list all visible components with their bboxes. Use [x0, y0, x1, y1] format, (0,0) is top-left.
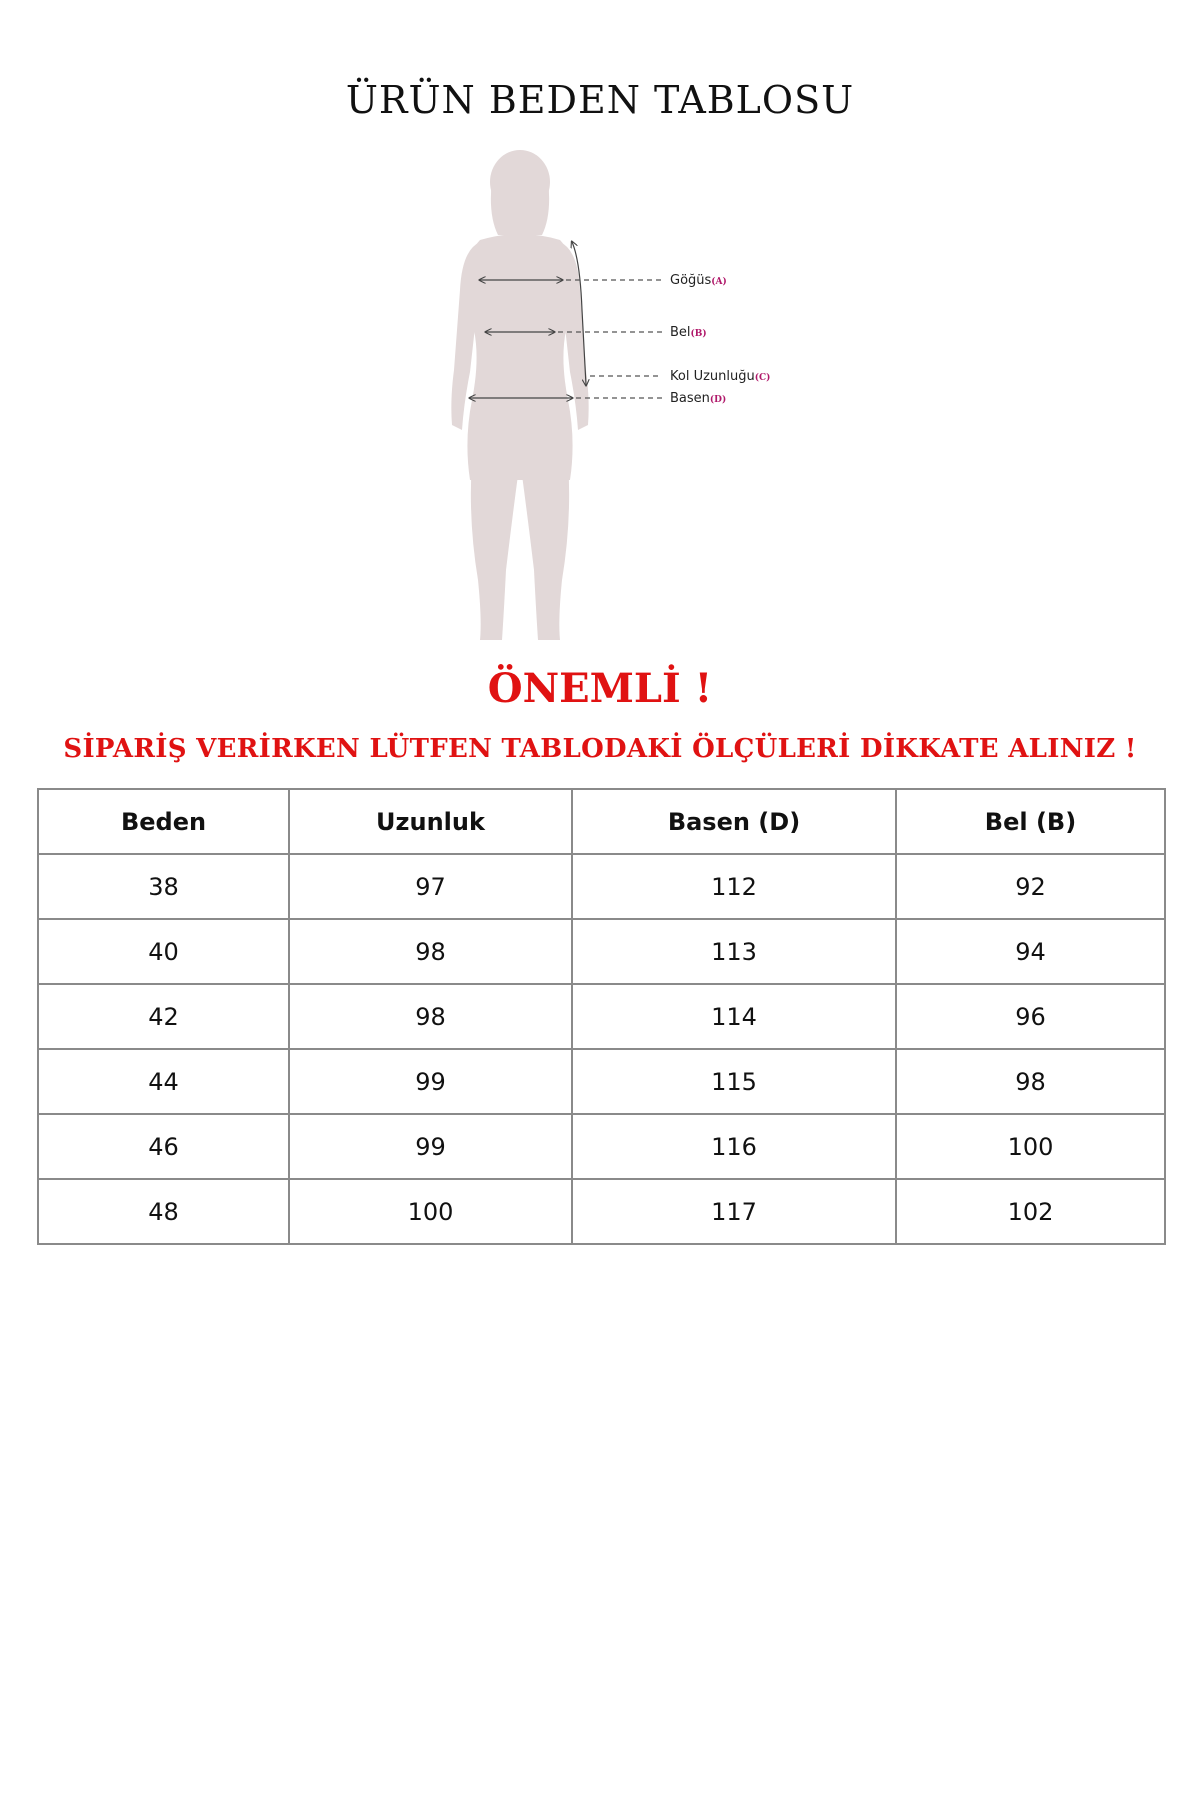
cell-bel: 96	[896, 984, 1165, 1049]
page-title: ÜRÜN BEDEN TABLOSU	[345, 78, 855, 122]
header-bel: Bel (B)	[896, 789, 1165, 854]
cell-basen: 116	[572, 1114, 896, 1179]
cell-beden: 48	[38, 1179, 289, 1244]
cell-beden: 44	[38, 1049, 289, 1114]
order-notice: SİPARİŞ VERİRKEN LÜTFEN TABLODAKİ ÖLÇÜLERİ DİKKATE ALINIZ !	[63, 734, 1137, 764]
cell-basen: 112	[572, 854, 896, 919]
table-row	[38, 919, 1165, 984]
cell-uzunluk: 100	[289, 1179, 572, 1244]
measurement-label-basen: Basen(D)	[670, 391, 727, 406]
cell-bel: 102	[896, 1179, 1165, 1244]
cell-bel: 100	[896, 1114, 1165, 1179]
cell-uzunluk: 99	[289, 1049, 572, 1114]
header-uzunluk: Uzunluk	[289, 789, 572, 854]
cell-bel: 98	[896, 1049, 1165, 1114]
cell-bel: 94	[896, 919, 1165, 984]
woman-silhouette-icon	[451, 150, 588, 640]
measurement-label-gogus: Göğüs(A)	[670, 273, 727, 288]
measurement-label-bel: Bel(B)	[670, 325, 707, 340]
cell-basen: 117	[572, 1179, 896, 1244]
table-row	[38, 1049, 1165, 1114]
cell-basen: 113	[572, 919, 896, 984]
cell-basen: 114	[572, 984, 896, 1049]
cell-beden: 38	[38, 854, 289, 919]
cell-uzunluk: 97	[289, 854, 572, 919]
header-basen: Basen (D)	[572, 789, 896, 854]
body-measurement-diagram	[420, 140, 820, 640]
table-row	[38, 984, 1165, 1049]
cell-beden: 46	[38, 1114, 289, 1179]
header-beden: Beden	[38, 789, 289, 854]
cell-uzunluk: 98	[289, 919, 572, 984]
important-heading: ÖNEMLİ !	[487, 665, 713, 712]
measurement-figure-svg	[420, 140, 820, 640]
measurement-label-kol-uzunlugu: Kol Uzunluğu(C)	[670, 369, 771, 384]
table-header-row	[38, 789, 1165, 854]
cell-beden: 42	[38, 984, 289, 1049]
table-row	[38, 854, 1165, 919]
cell-basen: 115	[572, 1049, 896, 1114]
table-row	[38, 1179, 1165, 1244]
table-row	[38, 1114, 1165, 1179]
cell-uzunluk: 99	[289, 1114, 572, 1179]
cell-beden: 40	[38, 919, 289, 984]
cell-bel: 92	[896, 854, 1165, 919]
size-table	[37, 788, 1166, 1245]
cell-uzunluk: 98	[289, 984, 572, 1049]
